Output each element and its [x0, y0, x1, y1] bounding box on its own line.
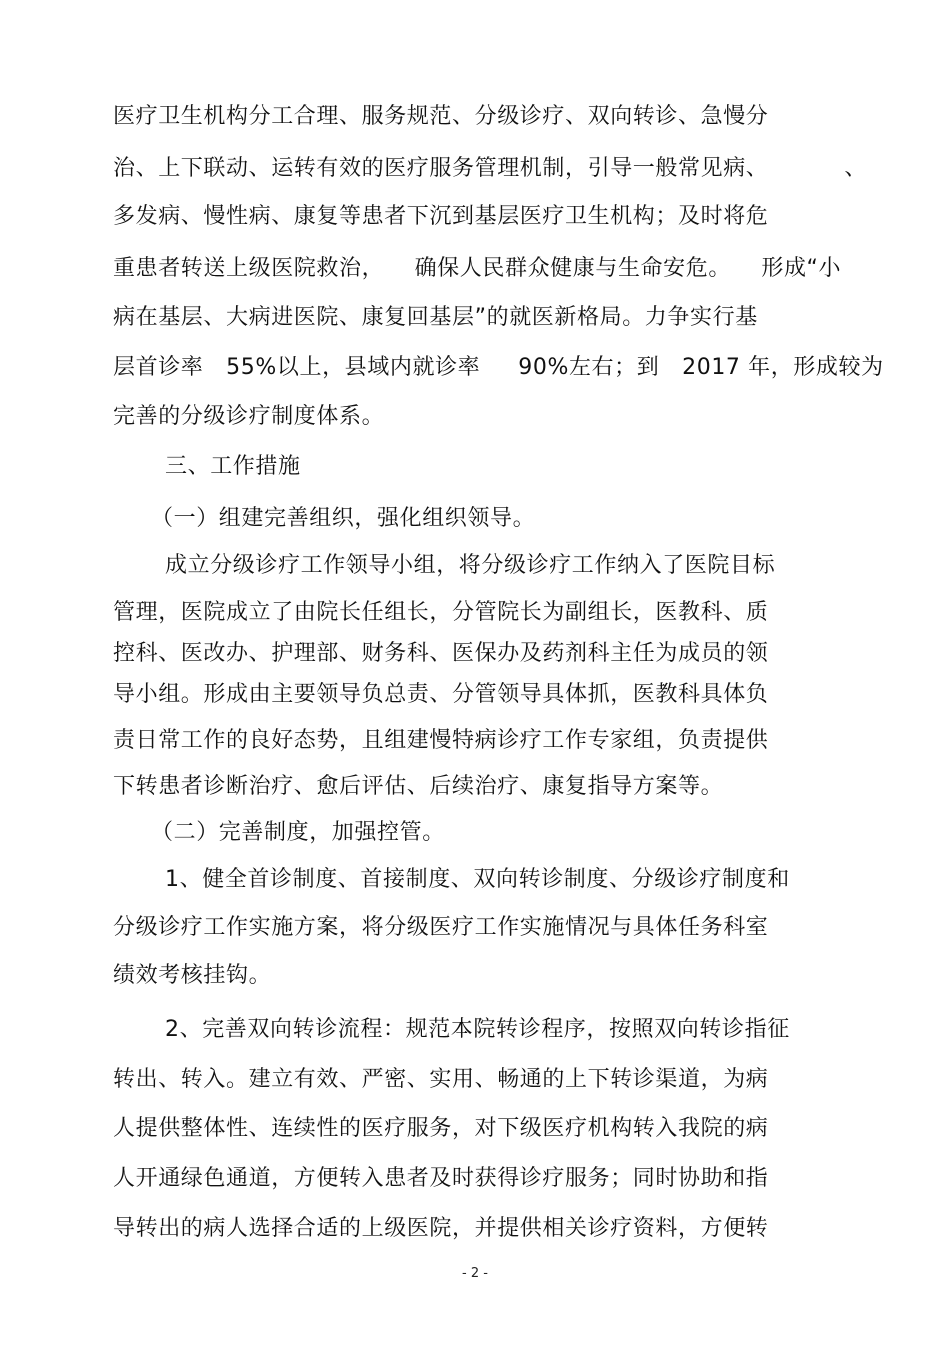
body-line: 成立分级诊疗工作领导小组，将分级诊疗工作纳入了医院目标 — [165, 553, 776, 578]
body-line: 治、上下联动、运转有效的医疗服务管理机制，引导一般常见病、 、 — [113, 156, 867, 181]
section-heading: 三、工作措施 — [165, 454, 301, 479]
body-line: 导小组。形成由主要领导负总责、分管领导具体抓，医教科具体负 — [113, 682, 769, 707]
body-line: 转出、转入。建立有效、严密、实用、畅通的上下转诊渠道，为病 — [113, 1067, 769, 1092]
body-line: 多发病、慢性病、康复等患者下沉到基层医疗卫生机构；及时将危 — [113, 204, 769, 229]
body-line: 病在基层、大病进医院、康复回基层”的就医新格局。力争实行基 — [113, 305, 758, 330]
page-number: - 2 - — [462, 1266, 488, 1281]
body-line: 医疗卫生机构分工合理、服务规范、分级诊疗、双向转诊、急慢分 — [113, 104, 769, 129]
body-line: 责日常工作的良好态势，且组建慢特病诊疗工作专家组，负责提供 — [113, 728, 769, 753]
body-line: 层首诊率 55%以上，县域内就诊率 90%左右；到 2017 年，形成较为 — [113, 355, 884, 380]
body-line: 人开通绿色通道，方便转入患者及时获得诊疗服务；同时协助和指 — [113, 1166, 769, 1191]
body-line: 管理，医院成立了由院长任组长，分管院长为副组长，医教科、质 — [113, 600, 769, 625]
body-line: 分级诊疗工作实施方案，将分级医疗工作实施情况与具体任务科室 — [113, 915, 769, 940]
body-line: 绩效考核挂钩。 — [113, 963, 272, 988]
body-line: 人提供整体性、连续性的医疗服务，对下级医疗机构转入我院的病 — [113, 1116, 769, 1141]
body-line: 2、完善双向转诊流程：规范本院转诊程序，按照双向转诊指征 — [165, 1017, 790, 1042]
body-line: 控科、医改办、护理部、财务科、医保办及药剂科主任为成员的领 — [113, 641, 769, 666]
body-line: 1、健全首诊制度、首接制度、双向转诊制度、分级诊疗制度和 — [165, 867, 790, 892]
body-line: 下转患者诊断治疗、愈后评估、后续治疗、康复指导方案等。 — [113, 774, 724, 799]
subsection-heading: （一）组建完善组织，强化组织领导。 — [151, 506, 536, 531]
body-line: 重患者转送上级医院救治， 确保人民群众健康与生命安危。 形成“小 — [113, 256, 842, 281]
subsection-heading: （二）完善制度，加强控管。 — [151, 820, 445, 845]
body-line: 导转出的病人选择合适的上级医院，并提供相关诊疗资料，方便转 — [113, 1216, 769, 1241]
body-line: 完善的分级诊疗制度体系。 — [113, 404, 385, 429]
